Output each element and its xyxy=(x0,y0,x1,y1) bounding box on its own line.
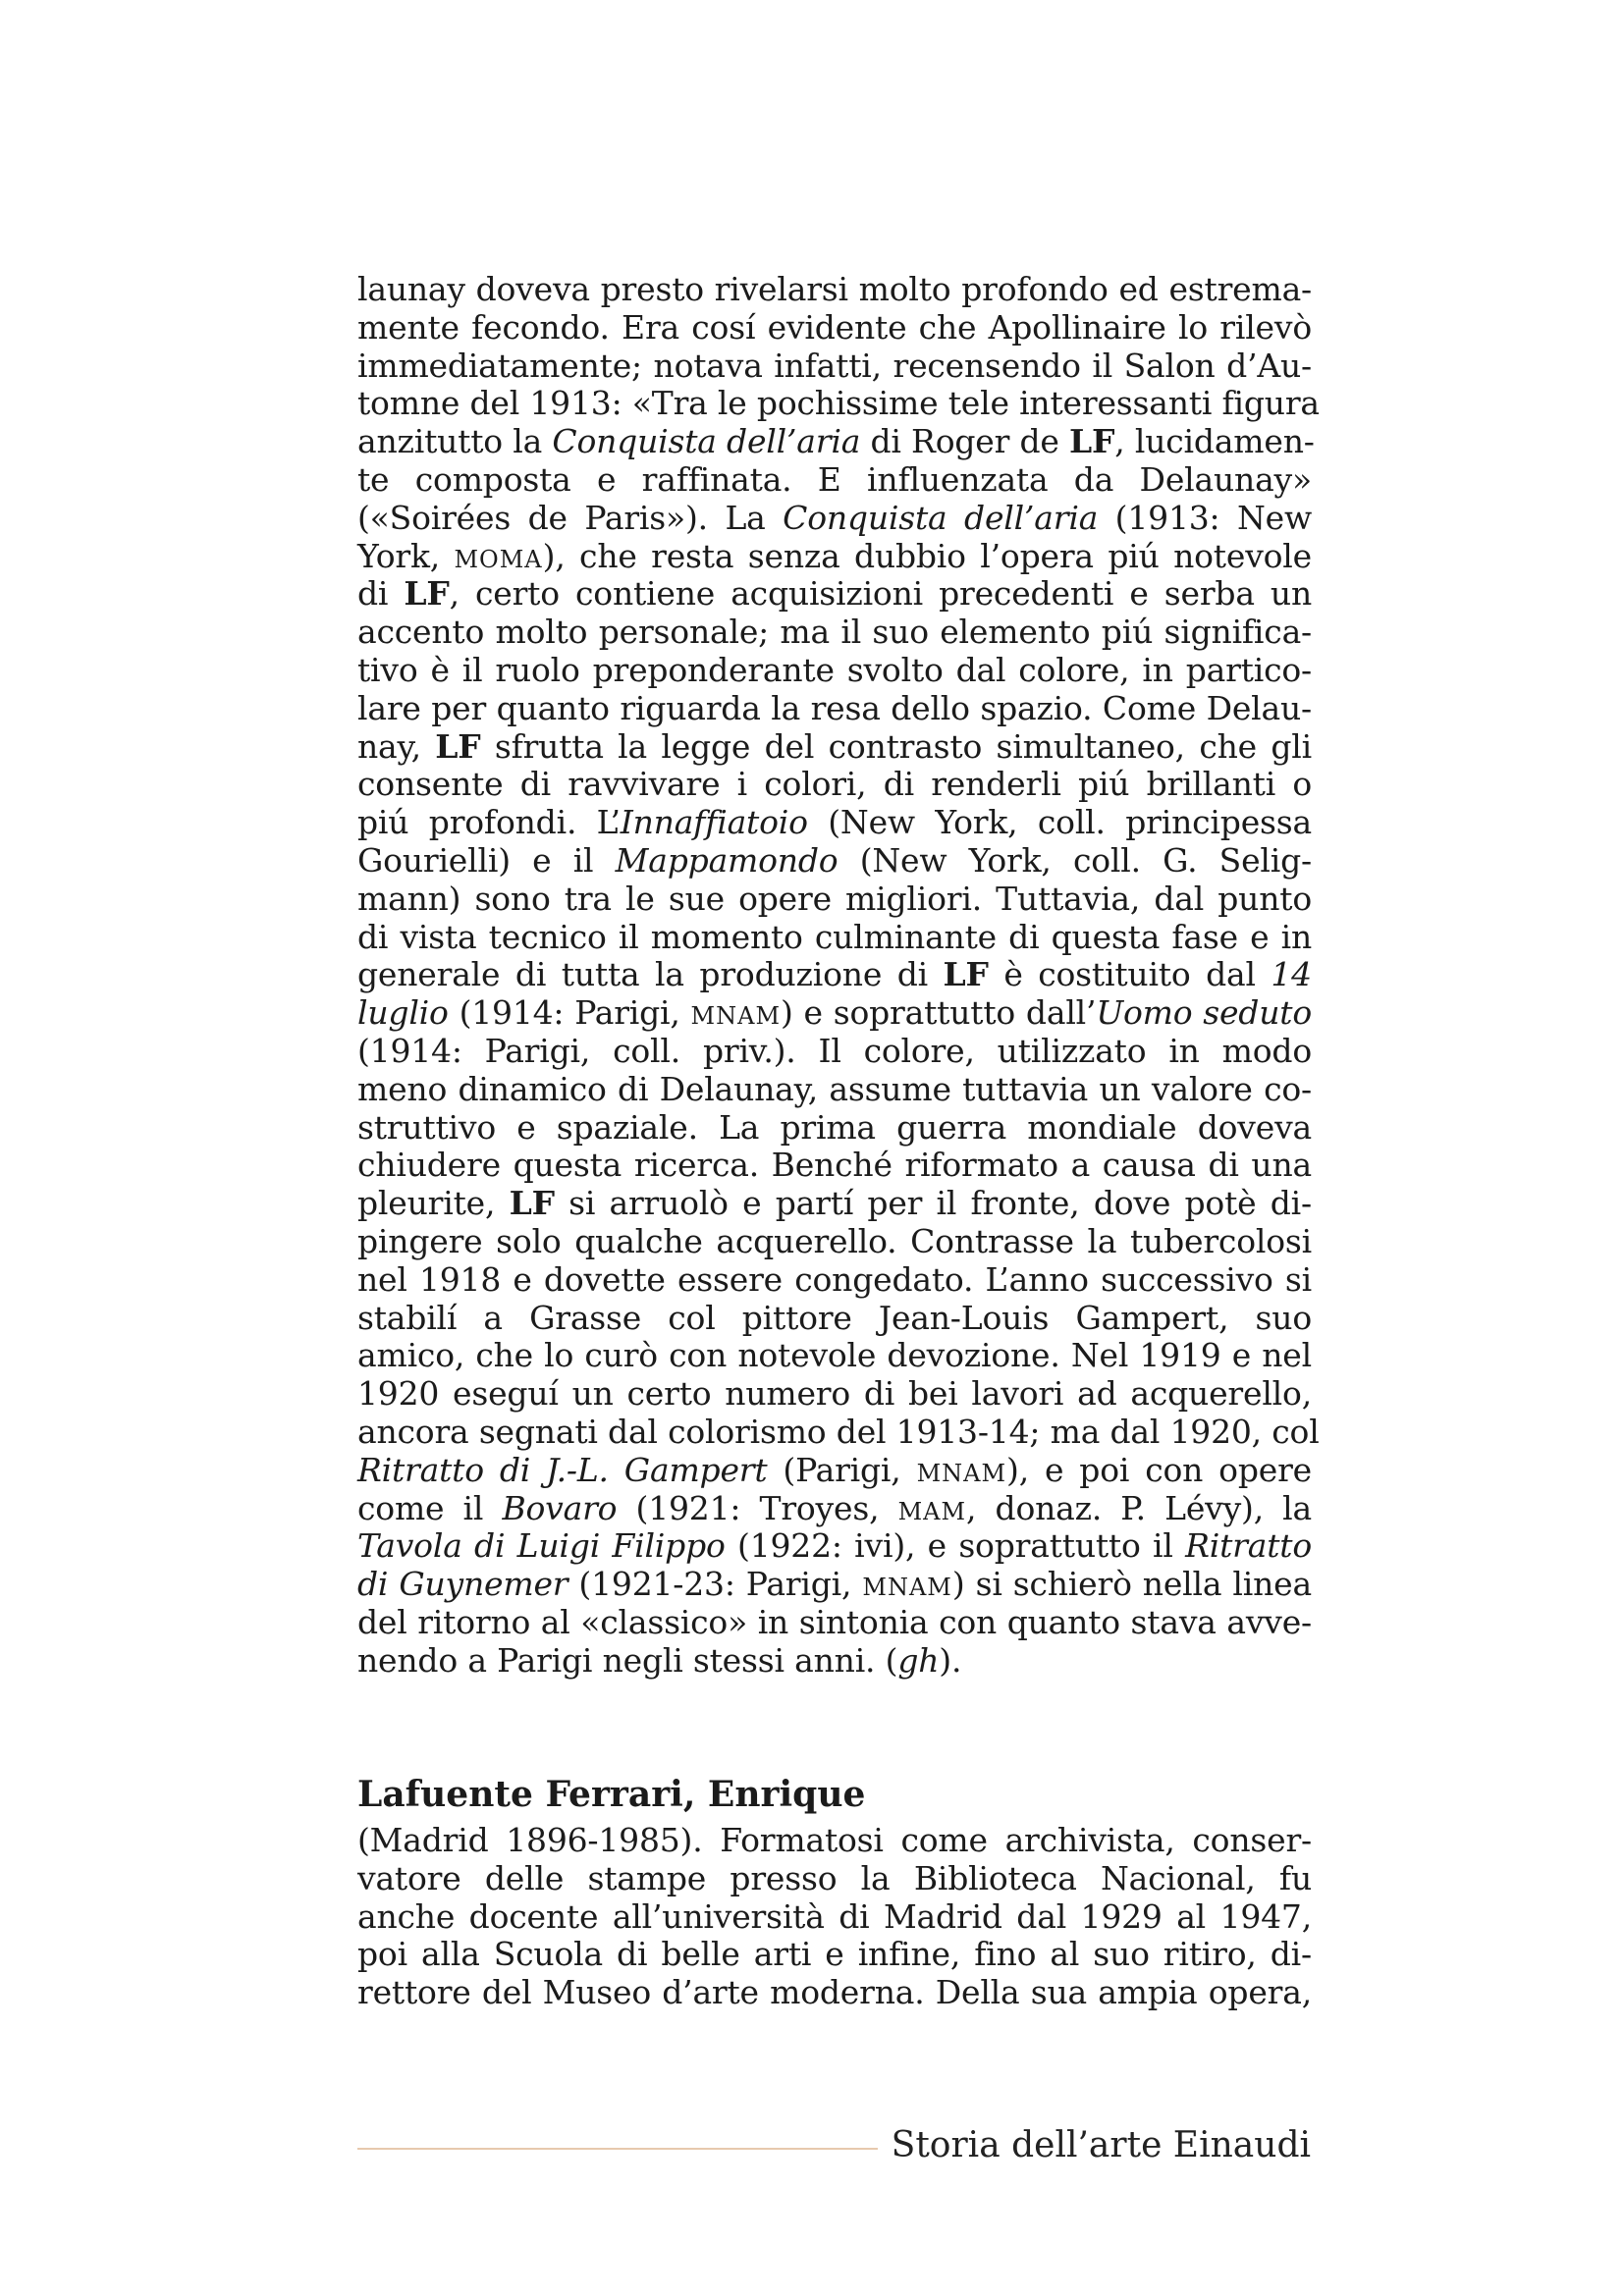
article-line: pingere solo qualche acquerello. Contrasse la tubercolosi xyxy=(357,1221,1312,1260)
article-line: generale di tutta la produzione di LF è costituito dal 14 xyxy=(357,955,1312,994)
article-line: meno dinamico di Delaunay, assume tuttavia un valore co- xyxy=(357,1069,1312,1108)
article-continuation-text xyxy=(357,270,1320,1680)
article-line: («Soirées de Paris»). La Conquista dell’aria (1913: New xyxy=(357,498,1313,537)
article-line: luglio (1914: Parigi, MNAM) e soprattutto dall’Uomo seduto xyxy=(357,993,1312,1033)
article-line: lare per quanto riguarda la resa dello spazio. Come Delau- xyxy=(357,688,1312,727)
article-line: di vista tecnico il momento culminante di questa fase e in xyxy=(357,917,1312,956)
article-line: te composta e raffinata. E influenzata da Delaunay» xyxy=(357,459,1312,499)
article-line: Gourielli) e il Mappamondo (New York, coll. G. Selig- xyxy=(357,840,1312,880)
article-line: pleurite, LF si arruolò e partí per il fronte, dove potè di- xyxy=(357,1184,1312,1223)
article-line: piú profondi. L’Innaffiatoio (New York, coll. principessa xyxy=(357,803,1312,842)
article-line: tivo è il ruolo preponderante svolto dal colore, in partico- xyxy=(357,650,1312,689)
entry-body-text xyxy=(357,1822,1312,2012)
entry-line: rettore del Museo d’arte moderna. Della sua ampia opera, xyxy=(357,1973,1312,2012)
article-line: nel 1918 e dovette essere congedato. L’anno successivo si xyxy=(357,1259,1312,1299)
article-line: immediatamente; notava infatti, recensendo il Salon d’Au- xyxy=(357,346,1312,385)
entry-line: (Madrid 1896-1985). Formatosi come archivista, conser- xyxy=(357,1821,1312,1859)
entry-line: poi alla Scuola di belle arti e infine, fino al suo ritiro, di- xyxy=(357,1935,1312,1974)
entry-line: anche docente all’università di Madrid dal 1929 al 1947, xyxy=(357,1896,1312,1936)
article-line: mente fecondo. Era cosí evidente che Apollinaire lo rilevò xyxy=(357,307,1312,347)
article-line: accento molto personale; ma il suo elemento piú significa- xyxy=(357,613,1312,652)
article-line: anzitutto la Conquista dell’aria di Roger de LF, lucidamen- xyxy=(357,422,1315,461)
footer-book-title: Storia dell’arte Einaudi xyxy=(891,2125,1311,2165)
article-line: amico, che lo curò con notevole devozione. Nel 1919 e nel xyxy=(357,1336,1312,1375)
footer-rule xyxy=(357,2148,878,2150)
article-line: come il Bovaro (1921: Troyes, MAM, donaz. P. Lévy), la xyxy=(357,1488,1313,1527)
article-line: tomne del 1913: «Tra le pochissime tele interessanti figura xyxy=(357,384,1320,423)
entry-heading: Lafuente Ferrari, Enrique xyxy=(357,1774,866,1815)
article-line: York, MOMA), che resta senza dubbio l’opera piú notevole xyxy=(357,536,1312,575)
entry-line: vatore delle stampe presso la Biblioteca Nacional, fu xyxy=(357,1858,1312,1897)
article-line: launay doveva presto rivelarsi molto profondo ed estrema- xyxy=(357,270,1312,308)
article-line: (1914: Parigi, coll. priv.). Il colore, utilizzato in modo xyxy=(357,1031,1312,1070)
article-line: stabilí a Grasse col pittore Jean-Louis Gampert, suo xyxy=(357,1298,1312,1337)
article-line: mann) sono tra le sue opere migliori. Tuttavia, dal punto xyxy=(357,879,1312,918)
article-line: Ritratto di J.-L. Gampert (Parigi, MNAM), e poi con opere xyxy=(357,1450,1313,1489)
article-line: Tavola di Luigi Filippo (1922: ivi), e soprattutto il Ritratto xyxy=(357,1526,1312,1566)
article-line: ancora segnati dal colorismo del 1913-14; ma dal 1920, col xyxy=(357,1412,1320,1451)
article-line: di LF, certo contiene acquisizioni precedenti e serba un xyxy=(357,574,1312,614)
article-line: nay, LF sfrutta la legge del contrasto simultaneo, che gli xyxy=(357,726,1312,766)
article-line: consente di ravvivare i colori, di renderli piú brillanti o xyxy=(357,765,1312,804)
article-line: del ritorno al «classico» in sintonia con quanto stava avve- xyxy=(357,1602,1312,1641)
article-line: di Guynemer (1921-23: Parigi, MNAM) si schierò nella linea xyxy=(357,1565,1312,1604)
article-line: 1920 eseguí un certo numero di bei lavori ad acquerello, xyxy=(357,1374,1312,1414)
article-line: chiudere questa ricerca. Benché riformato a causa di una xyxy=(357,1146,1312,1185)
article-line: struttivo e spaziale. La prima guerra mondiale doveva xyxy=(357,1107,1312,1147)
article-line: nendo a Parigi negli stessi anni. (gh). xyxy=(357,1640,962,1680)
